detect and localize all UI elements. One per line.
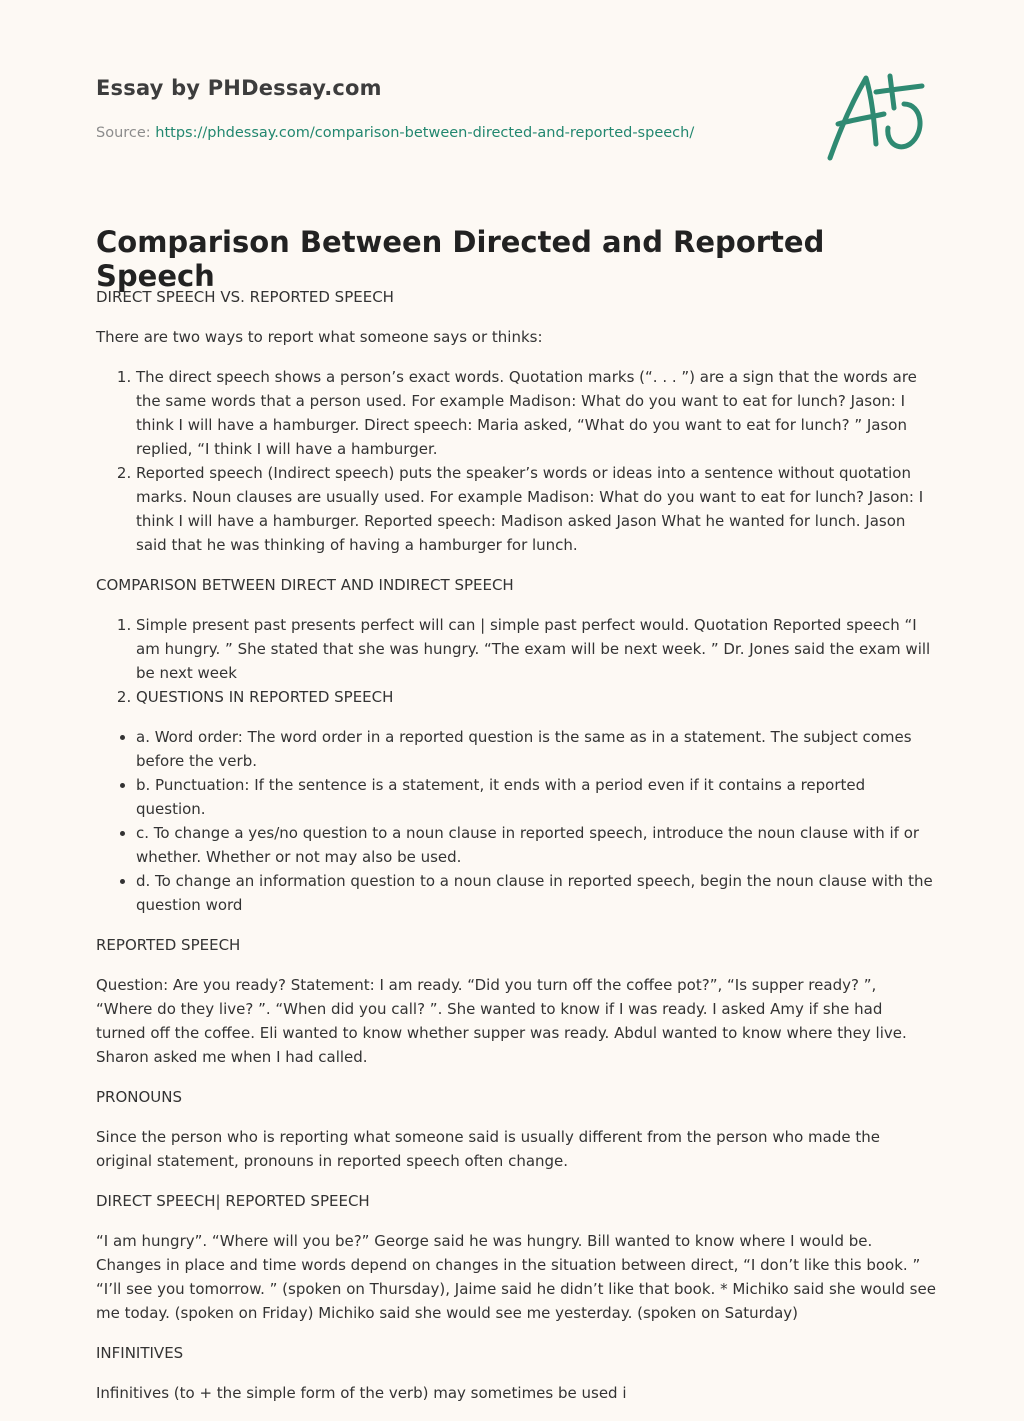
source-link[interactable]: https://phdessay.com/comparison-between-directed-and-reported-speech/ bbox=[155, 125, 695, 141]
section-heading-comparison: COMPARISON BETWEEN DIRECT AND INDIRECT SPEECH bbox=[96, 576, 514, 594]
section-heading-pronouns: PRONOUNS bbox=[96, 1088, 183, 1106]
section-heading-reported-speech: REPORTED SPEECH bbox=[96, 936, 241, 954]
pronouns-paragraph: Since the person who is reporting what someone said is usually different from the person who made the original statement, pronouns in reported speech often change. bbox=[96, 1128, 880, 1170]
section-heading-direct-reported: DIRECT SPEECH| REPORTED SPEECH bbox=[96, 1192, 370, 1210]
infinitives-paragraph: Infinitives (to + the simple form of the verb) may sometimes be used i bbox=[96, 1384, 627, 1402]
source-label: Source: bbox=[96, 125, 156, 141]
bullet-item: • c. To change a yes/no question to a noun clause in reported speech, introduce the noun clause with if or whether. Whether or not may also be used. bbox=[136, 821, 936, 869]
page-title: Comparison Between Directed and Reported Speech bbox=[96, 225, 825, 293]
list-item: 2. QUESTIONS IN REPORTED SPEECH bbox=[136, 685, 936, 709]
bullet-item: • a. Word order: The word order in a reported question is the same as in a statement. The subject comes before the verb. bbox=[136, 725, 936, 773]
reported-speech-paragraph: Question: Are you ready? Statement: I am ready. “Did you turn off the coffee pot?”, “Is supper ready? ”, “Where do they live? ”. “When did you call? ”. She wanted to know if I was ready. I asked Amy if she had turned off the coffee. Eli wanted to know whether supper was ready. Abdul wanted to know where they live. Sharon asked me when I had called. bbox=[96, 976, 907, 1066]
direct-reported-list bbox=[96, 365, 936, 557]
questions-bullet-list bbox=[96, 725, 936, 917]
intro-paragraph: There are two ways to report what someone says or thinks: bbox=[96, 328, 543, 346]
bullet-item: • d. To change an information question to a noun clause in reported speech, begin the noun clause with the question word bbox=[136, 869, 936, 917]
bullet-item: • b. Punctuation: If the sentence is a statement, it ends with a period even if it contains a reported question. bbox=[136, 773, 936, 821]
list-item: 1. The direct speech shows a person’s exact words. Quotation marks (“. . . ”) are a sign that the words are the same words that a person used. For example Madison: What do you want to eat for lunch? Jason: I think I will have a hamburger. Direct speech: Maria asked, “What do you want to eat for lunch? ” Jason replied, “I think I will have a hamburger. bbox=[136, 365, 936, 461]
site-brand: Essay by PHDessay.com bbox=[96, 76, 382, 100]
a-plus-logo-icon bbox=[826, 68, 930, 164]
essay-body bbox=[96, 285, 936, 1421]
source-line bbox=[96, 125, 694, 141]
section-heading-infinitives: INFINITIVES bbox=[96, 1344, 184, 1362]
section-heading-direct-vs-reported: DIRECT SPEECH VS. REPORTED SPEECH bbox=[96, 288, 394, 306]
list-item: 1. Simple present past presents perfect will can | simple past perfect would. Quotation Reported speech “I am hungry. ” She stated that she was hungry. “The exam will be next week. ” Dr. Jones said the exam will be next week bbox=[136, 613, 936, 685]
direct-reported-paragraph: “I am hungry”. “Where will you be?” George said he was hungry. Bill wanted to know where I would be. Changes in place and time words depend on changes in the situation between direct, “I don’t like this book. ” “I’ll see you tomorrow. ” (spoken on Thursday), Jaime said he didn’t like that book. * Michiko said she would see me today. (spoken on Friday) Michiko said she would see me yesterday. (spoken on Saturday) bbox=[96, 1232, 936, 1322]
comparison-list bbox=[96, 613, 936, 709]
list-item: 2. Reported speech (Indirect speech) puts the speaker’s words or ideas into a sentence without quotation marks. Noun clauses are usually used. For example Madison: What do you want to eat for lunch? Jason: I think I will have a hamburger. Reported speech: Madison asked Jason What he wanted for lunch. Jason said that he was thinking of having a hamburger for lunch. bbox=[136, 461, 936, 557]
